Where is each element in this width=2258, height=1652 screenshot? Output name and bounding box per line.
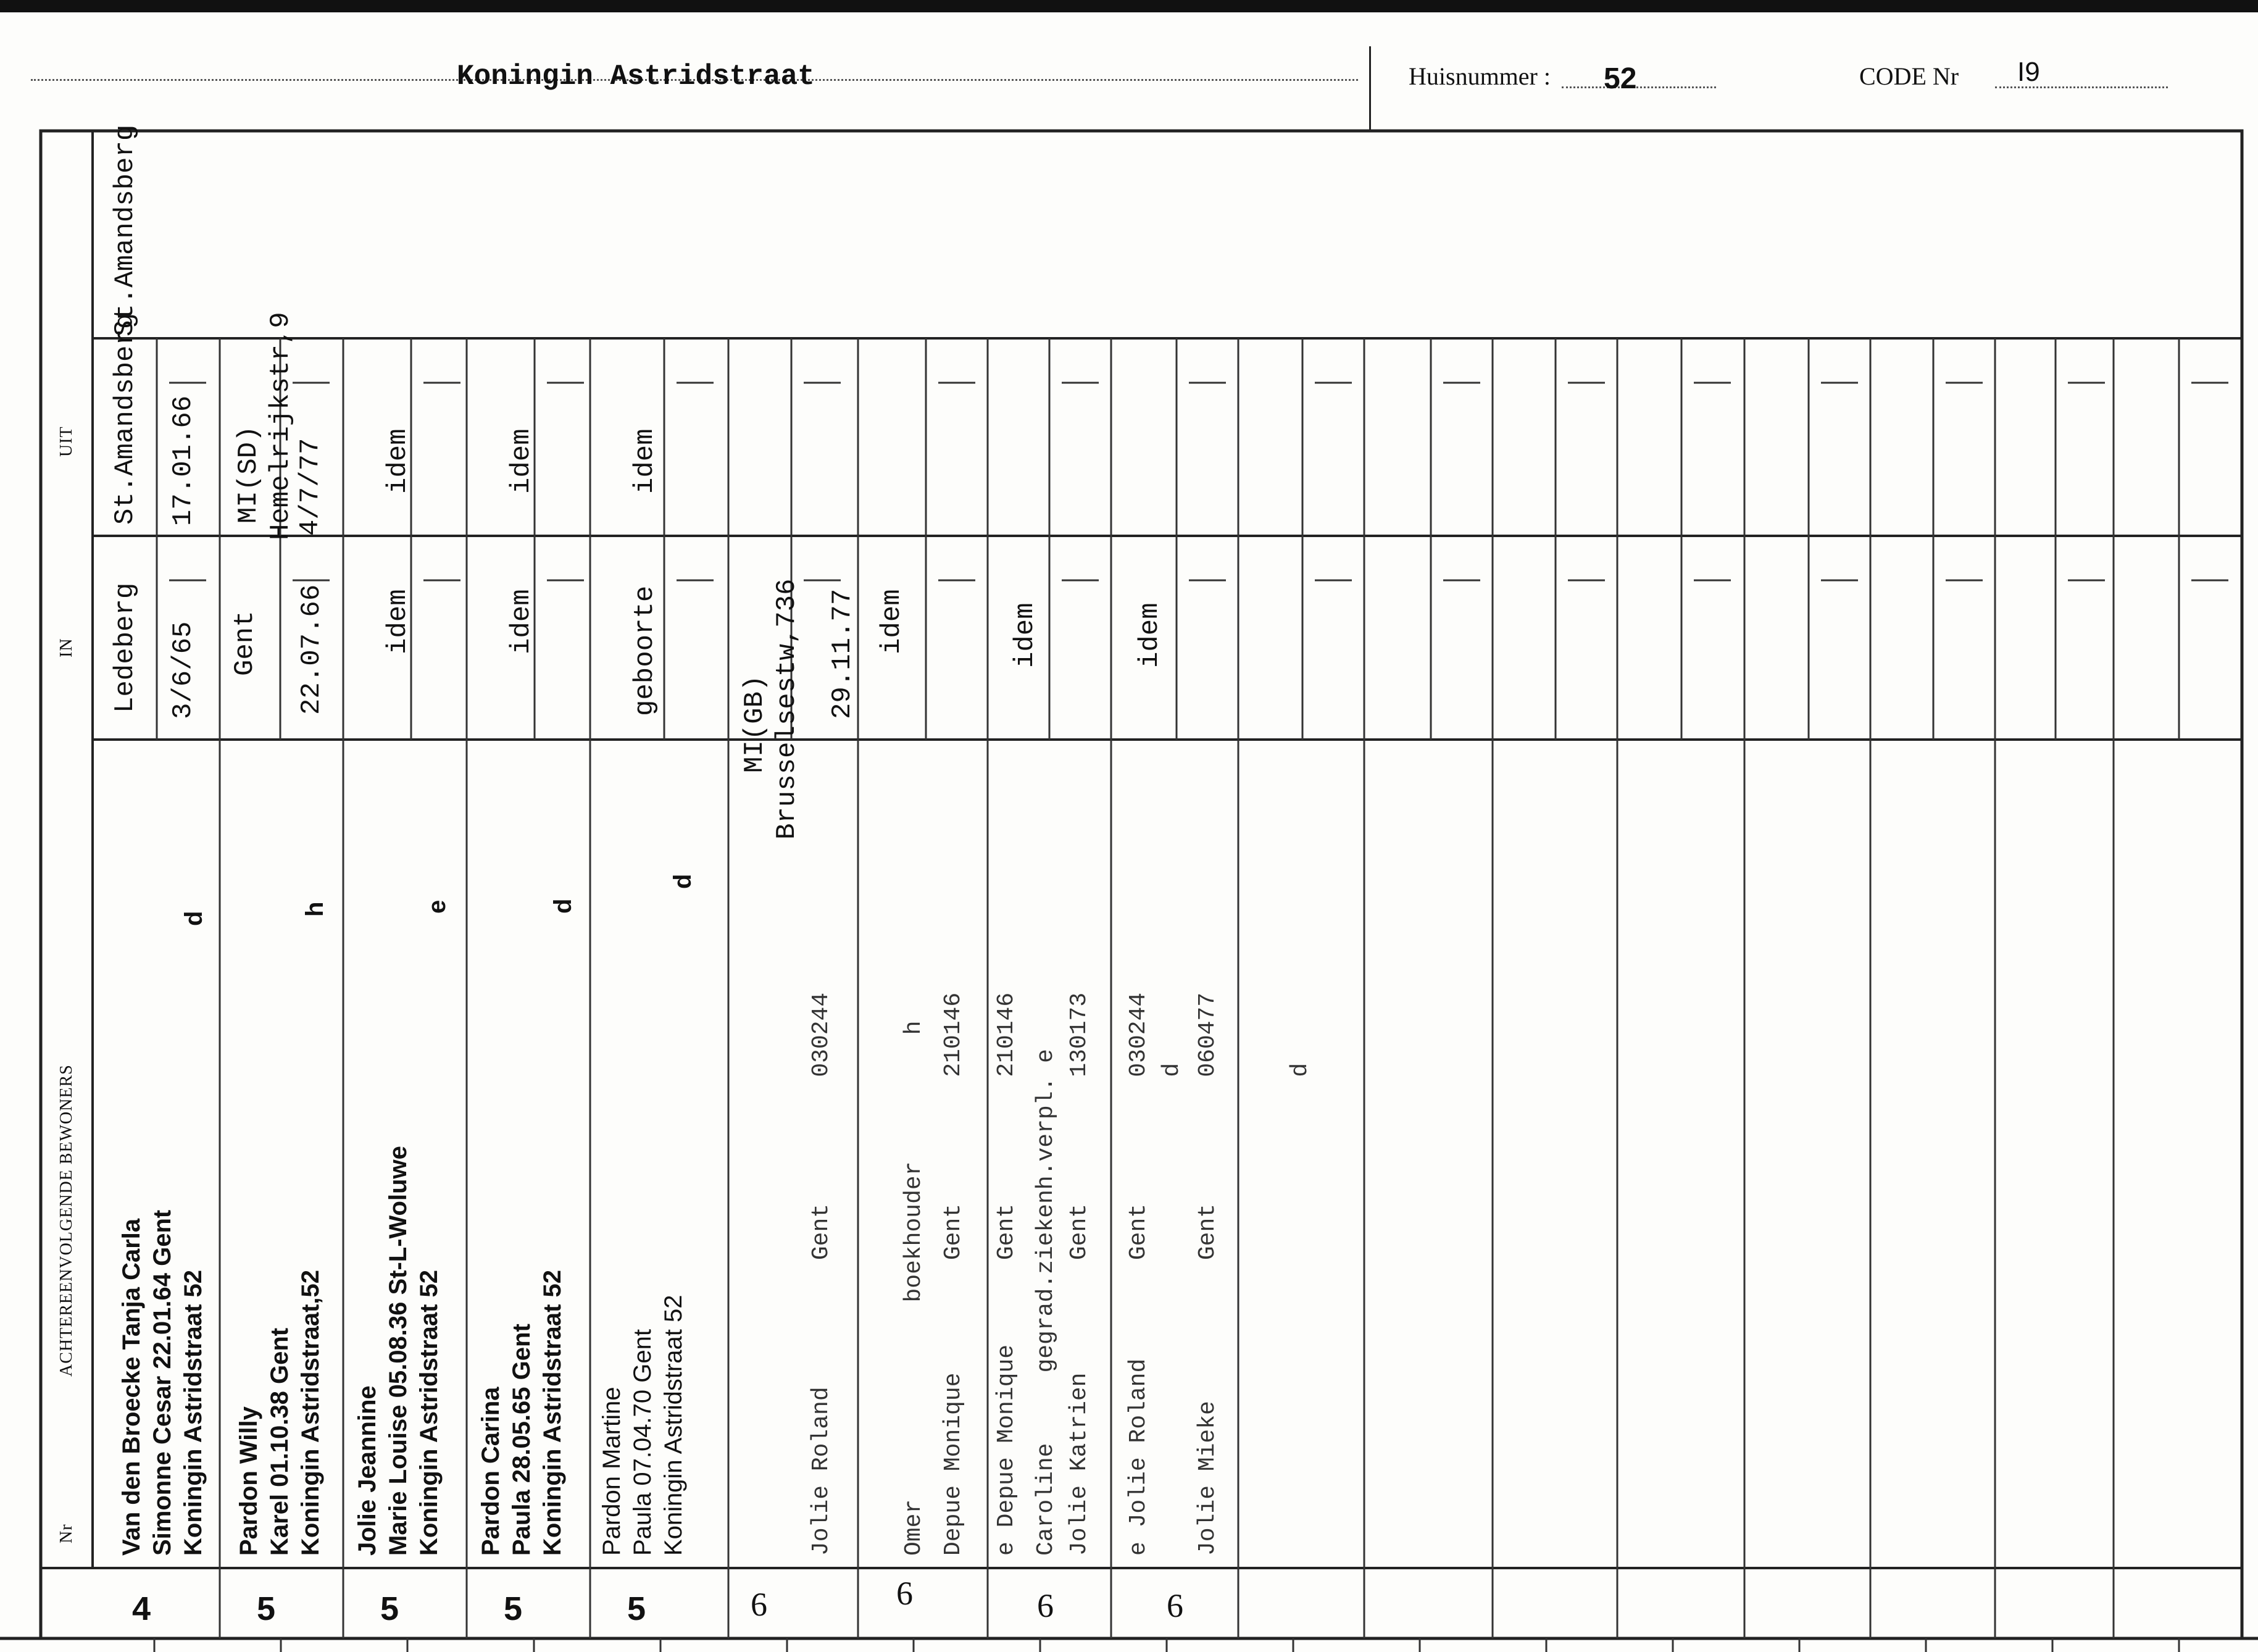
row-nr-8: 6 <box>1037 1587 1054 1624</box>
row-nr-7: 6 <box>896 1575 913 1612</box>
row-nr-5: 5 <box>627 1590 646 1627</box>
row-nr-2: 5 <box>257 1590 276 1627</box>
resident-entry-7: Depue Monique Gent 210146 Caroline gegrad.ziekenh.verpl. e e Jolie Roland Gent 030244 <box>940 992 1152 1556</box>
row-nr-4: 5 <box>504 1590 523 1627</box>
street-name: Koningin Astridstraat <box>457 60 815 93</box>
in-section-label: IN <box>57 638 76 657</box>
out-place-2: MI(SD) <box>233 425 264 524</box>
code-label: CODE Nr <box>1859 62 1959 90</box>
resident-entry-4: Pardon Carina Paula 28.05.65 Gent Koningin Astridstraat 52 <box>477 1269 566 1556</box>
in-place-5: geboorte <box>630 585 660 716</box>
out-place-overflow-1: St.Amandsberg <box>110 124 141 336</box>
resident-code-5: d <box>669 874 696 889</box>
house-number-value: 52 <box>1604 62 1637 95</box>
resident-code-3: e <box>423 899 451 914</box>
resident-code-2: h <box>301 901 328 917</box>
row-nr-1: 4 <box>132 1590 151 1627</box>
resident-entry-3: Jolie Jeannine Marie Louise 05.08.36 St-L-Woluwe Koningin Astridstraat 52 <box>354 1146 443 1556</box>
out-place-1: St.Amandsberg <box>110 312 141 525</box>
nr-column-label: Nr <box>57 1524 76 1543</box>
out-section-label: UIT <box>57 426 76 457</box>
resident-entry-8: Jolie Katrien Gent 130173 d <box>1066 992 1185 1556</box>
row-nr-9: 6 <box>1167 1587 1183 1624</box>
in-place-3: idem <box>383 589 414 654</box>
code-value: I9 <box>2017 57 2040 87</box>
out-place-4: idem <box>506 428 537 494</box>
in-place-9: idem <box>1135 603 1165 668</box>
row-nr-3: 5 <box>380 1590 399 1627</box>
out-place-5: idem <box>630 428 660 494</box>
in-date-6: 29.11.77 <box>827 588 858 719</box>
in-place2-6: Brusselsestw,736 <box>772 578 802 840</box>
resident-entry-9: Jolie Mieke Gent 060477 d <box>1194 992 1314 1556</box>
resident-code-1: d <box>180 911 207 926</box>
out-place-3: idem <box>383 428 414 494</box>
residents-section-label: ACHTEREENVOLGENDE BEWONERS <box>57 1064 76 1377</box>
out-date-1: 17.01.66 <box>168 395 199 526</box>
resident-entry-6: Jolie Roland Gent 030244 Omer boekhouder h e Depue Monique Gent 210146 <box>808 992 1020 1556</box>
in-place-4: idem <box>506 589 537 654</box>
house-number-label: Huisnummer : <box>1409 62 1551 90</box>
in-place-1: Ledeberg <box>110 582 141 713</box>
out-place2-2: Hemelrijkstr,9 <box>265 312 296 540</box>
resident-entry-1: Van den Broecke Tanja Carla Simonne Cesar 22.01.64 Gent Koningin Astridstraat 52 <box>118 1209 207 1556</box>
resident-entry-5: Pardon Martine Paula 07.04.70 Gent Koningin Astridstraat 52 <box>598 1295 687 1556</box>
in-date-2: 22.07.66 <box>296 584 327 715</box>
in-place-6: MI(GB) <box>739 675 770 773</box>
in-place-7: idem <box>877 589 907 654</box>
in-place-8: idem <box>1010 603 1041 668</box>
in-date-1: 3/6/65 <box>168 621 199 719</box>
row-nr-6: 6 <box>751 1586 767 1623</box>
out-date-2: 4/7/77 <box>295 438 326 536</box>
resident-code-4: d <box>549 898 577 914</box>
in-place-2: Gent <box>230 611 260 676</box>
resident-entry-2: Pardon Willy Karel 01.10.38 Gent Koningin Astridstraat,52 <box>235 1269 324 1556</box>
